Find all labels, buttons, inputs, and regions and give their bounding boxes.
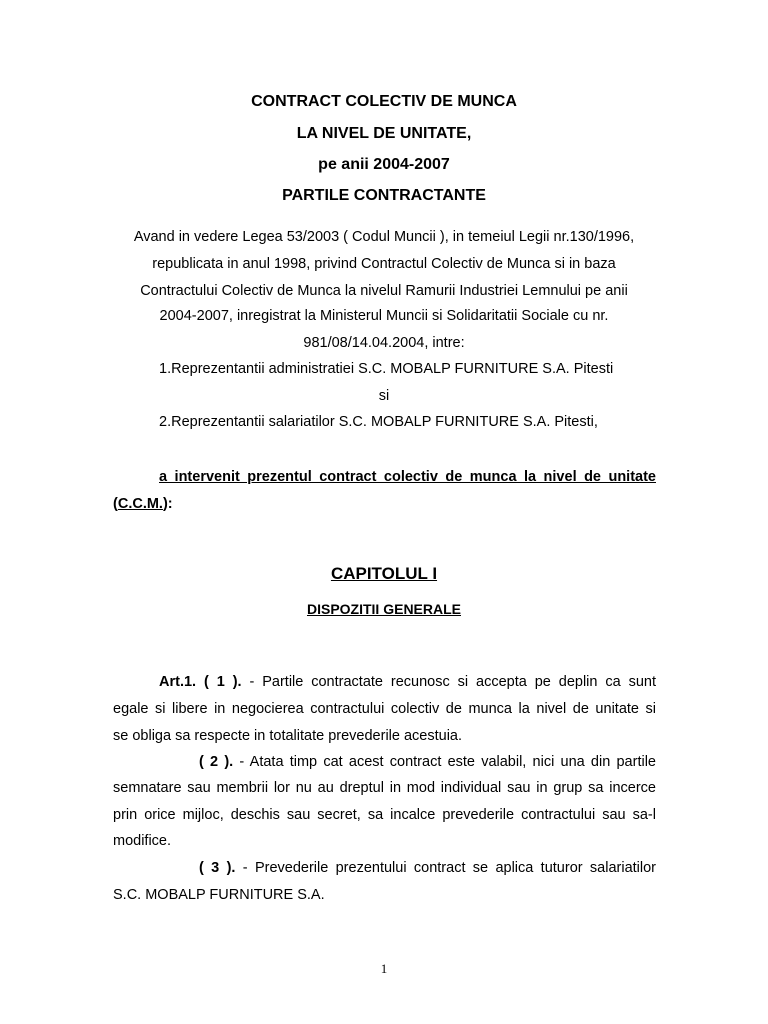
preamble-line: 2004-2007, inregistrat la Ministerul Muncii si Solidaritatii Sociale cu nr. bbox=[159, 308, 609, 324]
paragraph-number: ( 1 ). bbox=[204, 674, 242, 690]
paragraph-number: ( 2 ). bbox=[199, 754, 234, 770]
article-label: Art.1. bbox=[159, 674, 197, 690]
page-number: 1 bbox=[380, 961, 388, 976]
title-line-2: LA NIVEL DE UNITATE, bbox=[296, 125, 472, 142]
intervenit-line-2 bbox=[113, 496, 173, 512]
art1-p2-line-3: prin orice mijloc, deschis sau secret, sa incalce prevederile contractului sau sa-l bbox=[113, 807, 656, 823]
art1-p2-line-1 bbox=[199, 754, 656, 770]
title-line-4: PARTILE CONTRACTANTE bbox=[282, 187, 486, 204]
preamble-line: Avand in vedere Legea 53/2003 ( Codul Muncii ), in temeiul Legii nr.130/1996, bbox=[133, 229, 635, 245]
title-line-3: pe anii 2004-2007 bbox=[318, 156, 450, 173]
ccm-abbreviation: C.C.M. bbox=[117, 496, 163, 512]
preamble-line: Contractului Colectiv de Munca la nivelul Ramurii Industriei Lemnului pe anii bbox=[140, 283, 628, 299]
art1-p1-line-1 bbox=[159, 674, 656, 690]
chapter-subtitle: DISPOZITII GENERALE bbox=[306, 601, 461, 617]
paragraph-text: - Atata timp cat acest contract este valabil, nici una din partile bbox=[233, 754, 656, 770]
preamble-line: 981/08/14.04.2004, intre: bbox=[303, 335, 465, 351]
chapter-title: CAPITOLUL I bbox=[330, 564, 438, 583]
paren-open: ( bbox=[113, 496, 118, 512]
party-1: 1.Reprezentantii administratiei S.C. MOBALP FURNITURE S.A. Pitesti bbox=[159, 361, 614, 377]
party-conjunction: si bbox=[378, 388, 390, 404]
art1-p1-line-3: se obliga sa respecte in totalitate prevederile acestuia. bbox=[113, 728, 463, 744]
intervenit-line-1: a intervenit prezentul contract colectiv de munca la nivel de unitate bbox=[159, 469, 656, 485]
paren-close: ): bbox=[162, 496, 173, 512]
title-line-1: CONTRACT COLECTIV DE MUNCA bbox=[251, 93, 517, 110]
art1-p1-line-2: egale si libere in negocierea contractului colectiv de munca la nivel de unitate si bbox=[113, 701, 656, 717]
paragraph-text: - Prevederile prezentului contract se aplica tuturor salariatilor bbox=[235, 860, 656, 876]
paragraph-text: - Partile contractate recunosc si accepta pe deplin ca sunt bbox=[241, 674, 657, 690]
art1-p3-line-1 bbox=[199, 860, 656, 876]
party-2: 2.Reprezentantii salariatilor S.C. MOBALP FURNITURE S.A. Pitesti, bbox=[159, 414, 598, 430]
art1-p3-line-2: S.C. MOBALP FURNITURE S.A. bbox=[113, 887, 325, 903]
art1-p2-line-4: modifice. bbox=[113, 833, 172, 849]
paragraph-number: ( 3 ). bbox=[199, 860, 236, 876]
preamble-line: republicata in anul 1998, privind Contractul Colectiv de Munca si in baza bbox=[152, 256, 616, 272]
art1-p2-line-2: semnatare sau membrii lor nu au dreptul in mod individual sau in grup sa incerce bbox=[113, 780, 656, 796]
